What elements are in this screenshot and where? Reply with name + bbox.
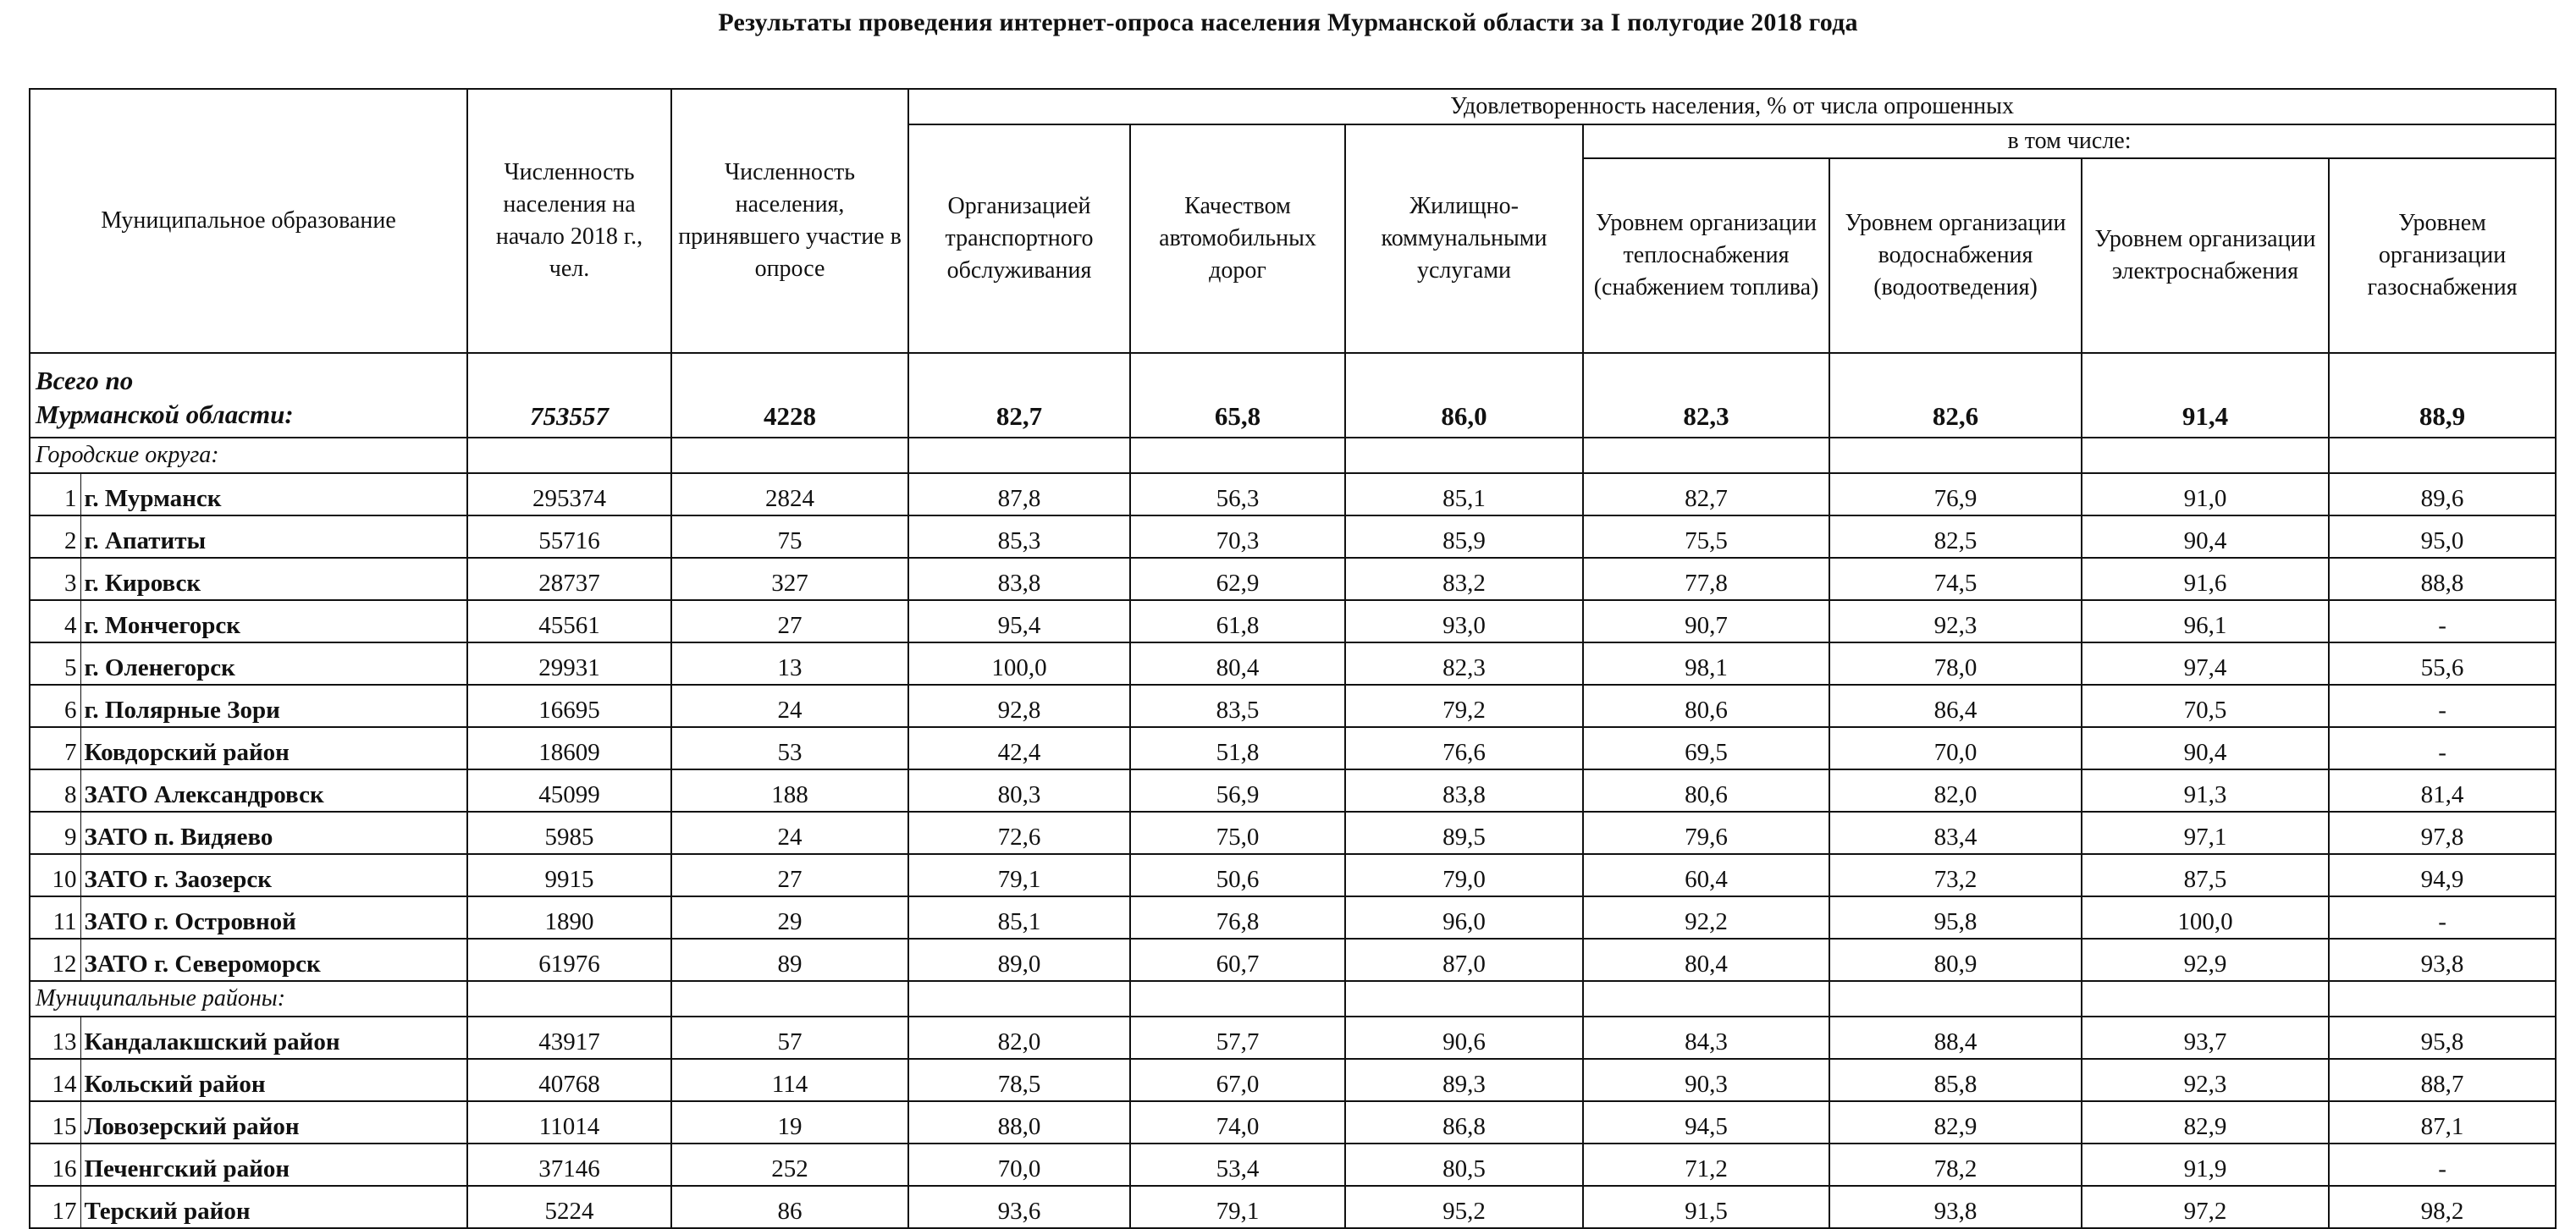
cell-respondents: 27 bbox=[671, 854, 908, 896]
table-row bbox=[30, 1017, 2556, 1059]
cell-water: 83,4 bbox=[1829, 812, 2082, 854]
cell-gas: - bbox=[2329, 600, 2556, 642]
cell-gas: 95,8 bbox=[2329, 1017, 2556, 1059]
table-row bbox=[30, 685, 2556, 727]
row-number: 8 bbox=[30, 769, 80, 812]
section-row bbox=[30, 981, 2556, 1017]
cell-transport: 87,8 bbox=[908, 473, 1130, 515]
cell-population: 45099 bbox=[467, 769, 671, 812]
cell-gas: 97,8 bbox=[2329, 812, 2556, 854]
cell-population: 40768 bbox=[467, 1059, 671, 1101]
row-number: 15 bbox=[30, 1101, 80, 1144]
empty-cell bbox=[2329, 981, 2556, 1017]
cell-roads: 61,8 bbox=[1130, 600, 1345, 642]
cell-water: 95,8 bbox=[1829, 896, 2082, 939]
empty-cell bbox=[2082, 981, 2329, 1017]
municipality-name: г. Мурманск bbox=[80, 473, 467, 515]
cell-respondents: 19 bbox=[671, 1101, 908, 1144]
municipality-name: ЗАТО п. Видяево bbox=[80, 812, 467, 854]
cell-heat: 98,1 bbox=[1583, 642, 1829, 685]
empty-cell bbox=[908, 981, 1130, 1017]
empty-cell bbox=[1829, 981, 2082, 1017]
cell-housing: 89,3 bbox=[1345, 1059, 1583, 1101]
cell-housing: 85,1 bbox=[1345, 473, 1583, 515]
cell-heat: 92,2 bbox=[1583, 896, 1829, 939]
row-number: 7 bbox=[30, 727, 80, 769]
header-respondents: Численность населения, принявшего участие в опросе bbox=[671, 89, 908, 353]
total-roads: 65,8 bbox=[1130, 353, 1345, 438]
row-number: 16 bbox=[30, 1144, 80, 1186]
cell-transport: 85,1 bbox=[908, 896, 1130, 939]
cell-respondents: 13 bbox=[671, 642, 908, 685]
cell-water: 70,0 bbox=[1829, 727, 2082, 769]
table-row bbox=[30, 854, 2556, 896]
cell-roads: 76,8 bbox=[1130, 896, 1345, 939]
header-water: Уровнем организации водоснабжения (водоотведения) bbox=[1829, 158, 2082, 353]
header-gas: Уровнем организации газоснабжения bbox=[2329, 158, 2556, 353]
municipality-name: ЗАТО г. Североморск bbox=[80, 939, 467, 981]
municipality-name: Печенгский район bbox=[80, 1144, 467, 1186]
cell-respondents: 27 bbox=[671, 600, 908, 642]
total-name bbox=[30, 353, 467, 438]
cell-roads: 56,9 bbox=[1130, 769, 1345, 812]
cell-housing: 87,0 bbox=[1345, 939, 1583, 981]
cell-roads: 53,4 bbox=[1130, 1144, 1345, 1186]
empty-cell bbox=[1345, 981, 1583, 1017]
row-number: 6 bbox=[30, 685, 80, 727]
row-number: 11 bbox=[30, 896, 80, 939]
table-row bbox=[30, 1144, 2556, 1186]
cell-transport: 83,8 bbox=[908, 558, 1130, 600]
row-number: 1 bbox=[30, 473, 80, 515]
cell-respondents: 327 bbox=[671, 558, 908, 600]
cell-housing: 93,0 bbox=[1345, 600, 1583, 642]
cell-respondents: 89 bbox=[671, 939, 908, 981]
cell-transport: 92,8 bbox=[908, 685, 1130, 727]
total-row bbox=[30, 353, 2556, 438]
cell-water: 85,8 bbox=[1829, 1059, 2082, 1101]
municipality-name: ЗАТО Александровск bbox=[80, 769, 467, 812]
cell-electricity: 90,4 bbox=[2082, 727, 2329, 769]
empty-cell bbox=[1130, 438, 1345, 473]
cell-roads: 75,0 bbox=[1130, 812, 1345, 854]
cell-heat: 69,5 bbox=[1583, 727, 1829, 769]
total-heat: 82,3 bbox=[1583, 353, 1829, 438]
cell-electricity: 92,3 bbox=[2082, 1059, 2329, 1101]
cell-housing: 85,9 bbox=[1345, 515, 1583, 558]
total-name-line1: Всего по bbox=[36, 366, 134, 395]
cell-housing: 89,5 bbox=[1345, 812, 1583, 854]
empty-cell bbox=[1583, 438, 1829, 473]
total-housing: 86,0 bbox=[1345, 353, 1583, 438]
cell-water: 88,4 bbox=[1829, 1017, 2082, 1059]
row-number: 10 bbox=[30, 854, 80, 896]
table-row bbox=[30, 515, 2556, 558]
cell-gas: 94,9 bbox=[2329, 854, 2556, 896]
empty-cell bbox=[1829, 438, 2082, 473]
cell-transport: 95,4 bbox=[908, 600, 1130, 642]
cell-roads: 80,4 bbox=[1130, 642, 1345, 685]
section-label: Городские округа: bbox=[30, 438, 467, 473]
cell-population: 9915 bbox=[467, 854, 671, 896]
cell-electricity: 70,5 bbox=[2082, 685, 2329, 727]
table-row bbox=[30, 939, 2556, 981]
cell-roads: 57,7 bbox=[1130, 1017, 1345, 1059]
cell-respondents: 53 bbox=[671, 727, 908, 769]
cell-electricity: 97,1 bbox=[2082, 812, 2329, 854]
cell-electricity: 90,4 bbox=[2082, 515, 2329, 558]
cell-housing: 95,2 bbox=[1345, 1186, 1583, 1228]
empty-cell bbox=[671, 981, 908, 1017]
total-transport: 82,7 bbox=[908, 353, 1130, 438]
municipality-name: г. Оленегорск bbox=[80, 642, 467, 685]
cell-population: 5224 bbox=[467, 1186, 671, 1228]
cell-gas: 81,4 bbox=[2329, 769, 2556, 812]
header-heat: Уровнем организации теплоснабжения (снабжением топлива) bbox=[1583, 158, 1829, 353]
row-number: 9 bbox=[30, 812, 80, 854]
cell-roads: 70,3 bbox=[1130, 515, 1345, 558]
table-row bbox=[30, 769, 2556, 812]
cell-gas: 55,6 bbox=[2329, 642, 2556, 685]
cell-roads: 51,8 bbox=[1130, 727, 1345, 769]
cell-gas: 87,1 bbox=[2329, 1101, 2556, 1144]
total-population: 753557 bbox=[467, 353, 671, 438]
table-row bbox=[30, 1101, 2556, 1144]
cell-housing: 96,0 bbox=[1345, 896, 1583, 939]
total-electricity: 91,4 bbox=[2082, 353, 2329, 438]
cell-respondents: 188 bbox=[671, 769, 908, 812]
cell-housing: 83,2 bbox=[1345, 558, 1583, 600]
cell-water: 92,3 bbox=[1829, 600, 2082, 642]
empty-cell bbox=[2329, 438, 2556, 473]
cell-transport: 79,1 bbox=[908, 854, 1130, 896]
table-row bbox=[30, 558, 2556, 600]
cell-heat: 80,6 bbox=[1583, 769, 1829, 812]
cell-gas: 88,8 bbox=[2329, 558, 2556, 600]
cell-respondents: 24 bbox=[671, 812, 908, 854]
header-satisfaction-group: Удовлетворенность населения, % от числа опрошенных bbox=[908, 89, 2556, 124]
cell-roads: 67,0 bbox=[1130, 1059, 1345, 1101]
cell-transport: 82,0 bbox=[908, 1017, 1130, 1059]
cell-housing: 90,6 bbox=[1345, 1017, 1583, 1059]
cell-electricity: 97,2 bbox=[2082, 1186, 2329, 1228]
total-name-line2: Мурманской области: bbox=[36, 400, 294, 429]
cell-housing: 83,8 bbox=[1345, 769, 1583, 812]
header-population: Численность населения на начало 2018 г., чел. bbox=[467, 89, 671, 353]
cell-gas: - bbox=[2329, 727, 2556, 769]
empty-cell bbox=[2082, 438, 2329, 473]
row-number: 2 bbox=[30, 515, 80, 558]
cell-respondents: 75 bbox=[671, 515, 908, 558]
cell-respondents: 29 bbox=[671, 896, 908, 939]
municipality-name: Ловозерский район bbox=[80, 1101, 467, 1144]
header-roads: Качеством автомобильных дорог bbox=[1130, 124, 1345, 353]
cell-heat: 94,5 bbox=[1583, 1101, 1829, 1144]
cell-electricity: 91,6 bbox=[2082, 558, 2329, 600]
cell-roads: 74,0 bbox=[1130, 1101, 1345, 1144]
empty-cell bbox=[908, 438, 1130, 473]
cell-population: 18609 bbox=[467, 727, 671, 769]
empty-cell bbox=[671, 438, 908, 473]
municipality-name: Ковдорский район bbox=[80, 727, 467, 769]
municipality-name: Кольский район bbox=[80, 1059, 467, 1101]
cell-gas: 89,6 bbox=[2329, 473, 2556, 515]
total-gas: 88,9 bbox=[2329, 353, 2556, 438]
cell-roads: 60,7 bbox=[1130, 939, 1345, 981]
cell-water: 82,0 bbox=[1829, 769, 2082, 812]
cell-transport: 42,4 bbox=[908, 727, 1130, 769]
cell-electricity: 96,1 bbox=[2082, 600, 2329, 642]
row-number: 5 bbox=[30, 642, 80, 685]
municipality-name: Терский район bbox=[80, 1186, 467, 1228]
cell-roads: 50,6 bbox=[1130, 854, 1345, 896]
cell-gas: 98,2 bbox=[2329, 1186, 2556, 1228]
cell-transport: 80,3 bbox=[908, 769, 1130, 812]
cell-respondents: 24 bbox=[671, 685, 908, 727]
municipality-name: ЗАТО г. Заозерск bbox=[80, 854, 467, 896]
table-row bbox=[30, 812, 2556, 854]
cell-housing: 86,8 bbox=[1345, 1101, 1583, 1144]
cell-population: 16695 bbox=[467, 685, 671, 727]
cell-water: 78,2 bbox=[1829, 1144, 2082, 1186]
header-including: в том числе: bbox=[1583, 124, 2556, 158]
cell-population: 28737 bbox=[467, 558, 671, 600]
cell-heat: 82,7 bbox=[1583, 473, 1829, 515]
municipality-name: Кандалакшский район bbox=[80, 1017, 467, 1059]
cell-heat: 79,6 bbox=[1583, 812, 1829, 854]
cell-heat: 60,4 bbox=[1583, 854, 1829, 896]
table-row bbox=[30, 642, 2556, 685]
empty-cell bbox=[467, 981, 671, 1017]
cell-housing: 80,5 bbox=[1345, 1144, 1583, 1186]
cell-transport: 78,5 bbox=[908, 1059, 1130, 1101]
table-row bbox=[30, 896, 2556, 939]
row-number: 17 bbox=[30, 1186, 80, 1228]
cell-roads: 83,5 bbox=[1130, 685, 1345, 727]
header-electricity: Уровнем организации электроснабжения bbox=[2082, 158, 2329, 353]
cell-gas: - bbox=[2329, 685, 2556, 727]
cell-roads: 56,3 bbox=[1130, 473, 1345, 515]
cell-roads: 62,9 bbox=[1130, 558, 1345, 600]
municipality-name: г. Кировск bbox=[80, 558, 467, 600]
cell-electricity: 91,0 bbox=[2082, 473, 2329, 515]
cell-gas: 93,8 bbox=[2329, 939, 2556, 981]
cell-population: 45561 bbox=[467, 600, 671, 642]
cell-electricity: 97,4 bbox=[2082, 642, 2329, 685]
table-row bbox=[30, 473, 2556, 515]
cell-gas: - bbox=[2329, 1144, 2556, 1186]
cell-heat: 77,8 bbox=[1583, 558, 1829, 600]
cell-transport: 88,0 bbox=[908, 1101, 1130, 1144]
table-row bbox=[30, 727, 2556, 769]
cell-housing: 79,0 bbox=[1345, 854, 1583, 896]
cell-electricity: 93,7 bbox=[2082, 1017, 2329, 1059]
survey-results-table bbox=[29, 88, 2557, 1229]
page-title: Результаты проведения интернет-опроса населения Мурманской области за I полугодие 2018 года bbox=[718, 8, 1858, 36]
cell-electricity: 91,3 bbox=[2082, 769, 2329, 812]
cell-transport: 89,0 bbox=[908, 939, 1130, 981]
row-number: 3 bbox=[30, 558, 80, 600]
cell-population: 1890 bbox=[467, 896, 671, 939]
section-label: Муниципальные районы: bbox=[30, 981, 467, 1017]
cell-gas: 95,0 bbox=[2329, 515, 2556, 558]
row-number: 13 bbox=[30, 1017, 80, 1059]
cell-population: 11014 bbox=[467, 1101, 671, 1144]
cell-roads: 79,1 bbox=[1130, 1186, 1345, 1228]
cell-gas: 88,7 bbox=[2329, 1059, 2556, 1101]
cell-electricity: 87,5 bbox=[2082, 854, 2329, 896]
cell-electricity: 100,0 bbox=[2082, 896, 2329, 939]
cell-electricity: 91,9 bbox=[2082, 1144, 2329, 1186]
cell-water: 82,5 bbox=[1829, 515, 2082, 558]
cell-population: 61976 bbox=[467, 939, 671, 981]
row-number: 14 bbox=[30, 1059, 80, 1101]
cell-housing: 76,6 bbox=[1345, 727, 1583, 769]
cell-respondents: 2824 bbox=[671, 473, 908, 515]
municipality-name: ЗАТО г. Островной bbox=[80, 896, 467, 939]
cell-water: 82,9 bbox=[1829, 1101, 2082, 1144]
cell-population: 43917 bbox=[467, 1017, 671, 1059]
cell-electricity: 92,9 bbox=[2082, 939, 2329, 981]
table-row bbox=[30, 1186, 2556, 1228]
cell-population: 29931 bbox=[467, 642, 671, 685]
cell-water: 76,9 bbox=[1829, 473, 2082, 515]
cell-heat: 91,5 bbox=[1583, 1186, 1829, 1228]
cell-water: 80,9 bbox=[1829, 939, 2082, 981]
cell-transport: 72,6 bbox=[908, 812, 1130, 854]
row-number: 4 bbox=[30, 600, 80, 642]
table-row bbox=[30, 1059, 2556, 1101]
empty-cell bbox=[1583, 981, 1829, 1017]
section-row bbox=[30, 438, 2556, 473]
cell-transport: 93,6 bbox=[908, 1186, 1130, 1228]
municipality-name: г. Полярные Зори bbox=[80, 685, 467, 727]
cell-population: 37146 bbox=[467, 1144, 671, 1186]
cell-heat: 90,7 bbox=[1583, 600, 1829, 642]
cell-water: 86,4 bbox=[1829, 685, 2082, 727]
cell-respondents: 86 bbox=[671, 1186, 908, 1228]
header-housing: Жилищно-коммунальными услугами bbox=[1345, 124, 1583, 353]
cell-gas: - bbox=[2329, 896, 2556, 939]
cell-population: 55716 bbox=[467, 515, 671, 558]
cell-housing: 82,3 bbox=[1345, 642, 1583, 685]
cell-transport: 85,3 bbox=[908, 515, 1130, 558]
row-number: 12 bbox=[30, 939, 80, 981]
cell-heat: 75,5 bbox=[1583, 515, 1829, 558]
table-row bbox=[30, 600, 2556, 642]
total-water: 82,6 bbox=[1829, 353, 2082, 438]
header-municipality: Муниципальное образование bbox=[30, 89, 467, 353]
empty-cell bbox=[1130, 981, 1345, 1017]
empty-cell bbox=[467, 438, 671, 473]
total-respondents: 4228 bbox=[671, 353, 908, 438]
cell-water: 78,0 bbox=[1829, 642, 2082, 685]
cell-electricity: 82,9 bbox=[2082, 1101, 2329, 1144]
cell-transport: 70,0 bbox=[908, 1144, 1130, 1186]
cell-respondents: 57 bbox=[671, 1017, 908, 1059]
cell-heat: 71,2 bbox=[1583, 1144, 1829, 1186]
cell-transport: 100,0 bbox=[908, 642, 1130, 685]
cell-water: 73,2 bbox=[1829, 854, 2082, 896]
cell-population: 295374 bbox=[467, 473, 671, 515]
header-transport: Организацией транспортного обслуживания bbox=[908, 124, 1130, 353]
cell-heat: 84,3 bbox=[1583, 1017, 1829, 1059]
cell-heat: 80,6 bbox=[1583, 685, 1829, 727]
cell-heat: 80,4 bbox=[1583, 939, 1829, 981]
empty-cell bbox=[1345, 438, 1583, 473]
cell-housing: 79,2 bbox=[1345, 685, 1583, 727]
cell-water: 93,8 bbox=[1829, 1186, 2082, 1228]
cell-population: 5985 bbox=[467, 812, 671, 854]
municipality-name: г. Апатиты bbox=[80, 515, 467, 558]
cell-heat: 90,3 bbox=[1583, 1059, 1829, 1101]
municipality-name: г. Мончегорск bbox=[80, 600, 467, 642]
cell-respondents: 252 bbox=[671, 1144, 908, 1186]
cell-respondents: 114 bbox=[671, 1059, 908, 1101]
cell-water: 74,5 bbox=[1829, 558, 2082, 600]
